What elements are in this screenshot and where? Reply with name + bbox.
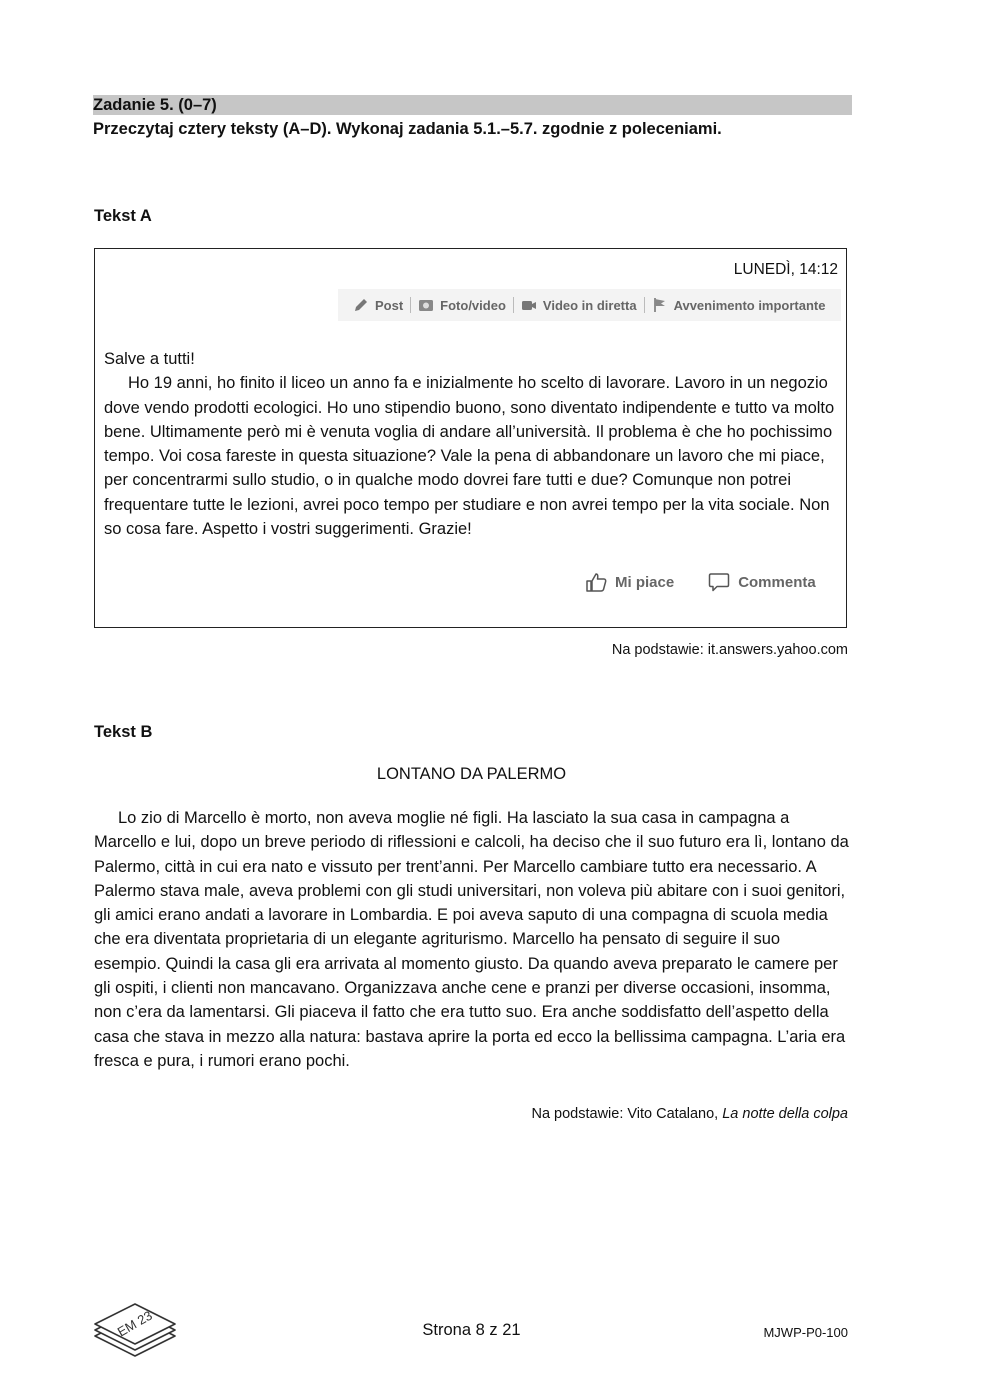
comment-label: Commenta xyxy=(738,573,816,591)
toolbar-item-live-video[interactable] xyxy=(514,297,644,313)
exam-code: MJWP-P0-100 xyxy=(763,1325,848,1340)
toolbar-item-important-event[interactable] xyxy=(645,297,833,313)
pencil-icon xyxy=(353,297,369,313)
post-paragraph: Ho 19 anni, ho finito il liceo un anno fa e inizialmente ho scelto di lavorare. Lavoro in un negozio dove vendo prodotti ecologici. Ho uno stipendio buono, sono diventato indipendente e tutto va molto bene. Ultimamente però mi è venuta voglia di andare all’università. Il problema è che ho pochissimo tempo. Voi cosa fareste in questa situazione? Vale la pena di abbandonare un lavoro che mi piace, per concentrarmi sullo studio, o in qualche modo dovrei fare tutti e due? Comunque non potrei frequentare tutte le lezioni, avrei poco tempo per studiare e non avrei tempo per la vita sociale. Non so cosa fare. Aspetto i vostri suggerimenti. Grazie! xyxy=(104,374,835,539)
story-title: LONTANO DA PALERMO xyxy=(376,765,567,783)
toolbar-label: Avvenimento importante xyxy=(673,297,826,313)
post-date: LUNEDÌ, 14:12 xyxy=(733,261,838,278)
logo-text: EM 23 xyxy=(114,1307,155,1340)
toolbar-label: Post xyxy=(375,297,404,313)
story-paragraph: Lo zio di Marcello è morto, non aveva moglie né figli. Ha lasciato la sua casa in campagna a Marcello e lui, dopo un breve periodo di riflessioni e calcoli, ha deciso che il suo futuro era lì, lontano da Palermo, città in cui era nato e vissuto per trent’anni. Per Marcello cambiare tutto era necessario. A Palermo stava male, aveva problemi con gli studi universitari, non voleva più abitare con i suoi genitori, gli amici erano andati a lavorare in Lombardia. E poi aveva saputo di una compagna di scuola media che era diventata proprietaria di un elegante agriturismo. Marcello ha pensato di seguire il suo esempio. Quindi la casa gli era arrivata al momento giusto. Da quando aveva preparato le camere per gli ospiti, i clienti non mancavano. Organizzava anche cene e pranzi per diverse occasioni, insomma, non c’era da lamentarsi. Gli piaceva il fatto che era tutto suo. Era anche soddisfatto dell’aspetto della casa che stava in mezzo alla natura: bastava aprire la porta ed ecco la bellissima campagna. L’aria era fresca e pura, i rumori erano pochi. xyxy=(94,809,849,1070)
text-a-heading: Tekst A xyxy=(94,207,152,225)
text-b-source xyxy=(531,1106,848,1122)
toolbar-label: Foto/video xyxy=(440,297,506,313)
video-camera-icon xyxy=(521,297,537,313)
text-b-heading: Tekst B xyxy=(94,723,153,741)
comment-icon xyxy=(708,571,730,593)
page-number: Strona 8 z 21 xyxy=(422,1321,521,1339)
source-book-title: La notte della colpa xyxy=(722,1106,848,1122)
toolbar-item-post[interactable] xyxy=(346,297,410,313)
task-header xyxy=(93,95,852,115)
comment-button[interactable] xyxy=(708,571,816,593)
post-reactions xyxy=(585,571,816,593)
toolbar-label: Video in diretta xyxy=(542,297,637,313)
post-body xyxy=(104,347,844,541)
post-greeting: Salve a tutti! xyxy=(104,350,195,368)
flag-icon xyxy=(652,297,668,313)
source-prefix: Na podstawie: Vito Catalano, xyxy=(531,1106,723,1122)
like-button[interactable] xyxy=(585,571,674,593)
toolbar-item-photo-video[interactable] xyxy=(411,297,513,313)
story-body xyxy=(94,806,849,1073)
forum-post xyxy=(94,248,847,628)
post-toolbar xyxy=(338,289,841,321)
text-a-source: Na podstawie: it.answers.yahoo.com xyxy=(611,642,848,658)
like-label: Mi piace xyxy=(615,573,675,591)
camera-icon xyxy=(418,297,434,313)
task-label: Zadanie 5. (0–7) xyxy=(93,96,217,114)
thumbs-up-icon xyxy=(585,571,607,593)
task-instruction: Przeczytaj cztery teksty (A–D). Wykonaj zadania 5.1.–5.7. zgodnie z poleceniami. xyxy=(93,120,722,138)
